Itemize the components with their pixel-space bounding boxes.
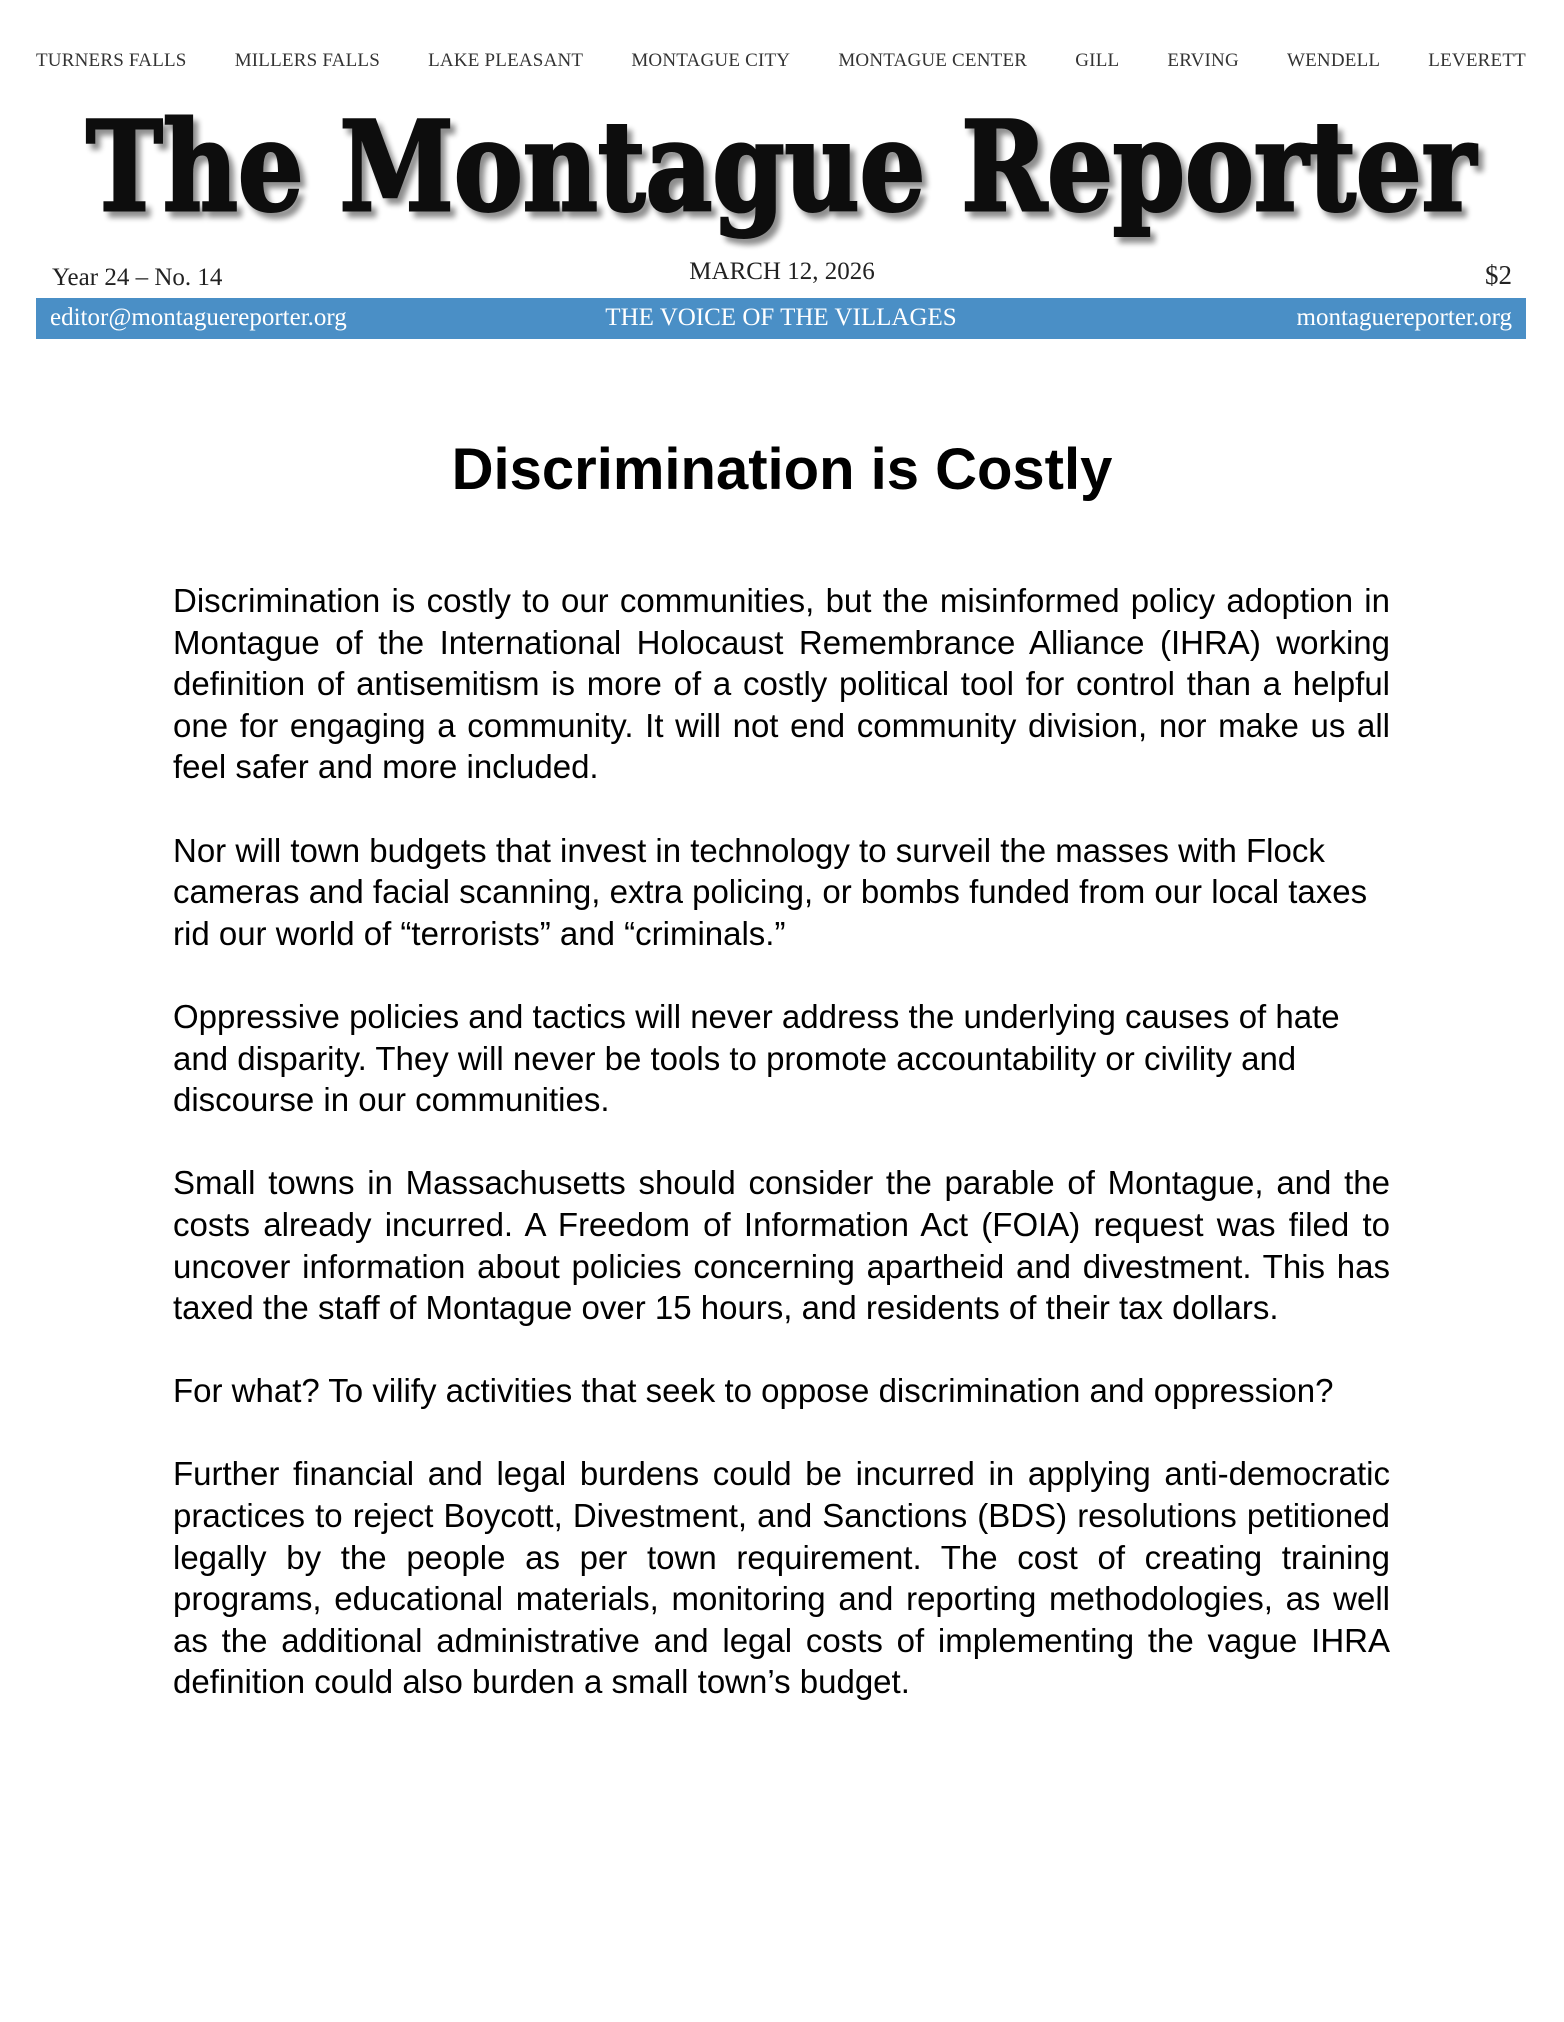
article-paragraph: Further financial and legal burdens could be incurred in applying anti-democratic practices to reject Boycott, Divestment, and Sanctions (BDS) resolutions petitioned legally by the people as per town requirement. The cost of creating training programs, educational materials, monitoring and reporting methodologies, as well as the additional administrative and legal costs of implementing the vague IHRA definition could also burden a small town’s budget. — [173, 1455, 1390, 1701]
village-name: LAKE PLEASANT — [428, 50, 584, 71]
article-headline: Discrimination is Costly — [451, 437, 1113, 502]
masthead-logo — [36, 92, 1526, 252]
issue-date: MARCH 12, 2026 — [689, 258, 875, 285]
article-paragraph: For what? To vilify activities that seek to oppose discrimination and oppression? — [173, 1372, 1334, 1410]
village-name: MONTAGUE CENTER — [838, 50, 1028, 71]
issue-info-row — [52, 258, 1512, 294]
village-name: WENDELL — [1286, 50, 1381, 71]
website-url: montaguereporter.org — [1296, 304, 1512, 331]
village-name: LEVERETT — [1428, 50, 1526, 71]
issue-price: $2 — [1485, 260, 1512, 290]
article-paragraph: Discrimination is costly to our communities, but the misinformed policy adoption in Montague of the International Holocaust Remembrance Alliance (IHRA) working definition of antisemitism is more of a costly political tool for control than a helpful one for engaging a community. It will not end community division, nor make us all feel safer and more included. — [173, 582, 1390, 786]
masthead-title: The Montague Reporter — [86, 95, 1478, 240]
village-name: MILLERS FALLS — [234, 50, 380, 71]
village-name: MONTAGUE CITY — [631, 50, 791, 71]
issue-number: Year 24 – No. 14 — [52, 264, 223, 291]
village-name: TURNERS FALLS — [36, 50, 187, 71]
article-paragraph: Oppressive policies and tactics will never address the underlying causes of hate and disparity. They will never be tools to promote accountability or civility and discourse in our communities. — [173, 997, 1340, 1119]
masthead-logo-image — [36, 92, 1526, 252]
masthead-motto: THE VOICE OF THE VILLAGES — [605, 304, 957, 331]
village-list — [36, 50, 1526, 72]
article-paragraph: Small towns in Massachusetts should consider the parable of Montague, and the costs already incurred. A Freedom of Information Act (FOIA) request was filed to uncover information about policies concerning apartheid and divestment. This has taxed the staff of Montague over 15 hours, and residents of their tax dollars. — [173, 1164, 1390, 1327]
village-name: GILL — [1075, 50, 1120, 71]
article-body — [173, 580, 1390, 1745]
village-name: ERVING — [1167, 50, 1239, 71]
masthead-bar — [36, 298, 1526, 339]
editor-email: editor@montaguereporter.org — [50, 304, 347, 331]
article-paragraph: Nor will town budgets that invest in technology to surveil the masses with Flock cameras and facial scanning, extra policing, or bombs funded from our local taxes rid our world of “terrorists” and “criminals.” — [173, 831, 1368, 952]
